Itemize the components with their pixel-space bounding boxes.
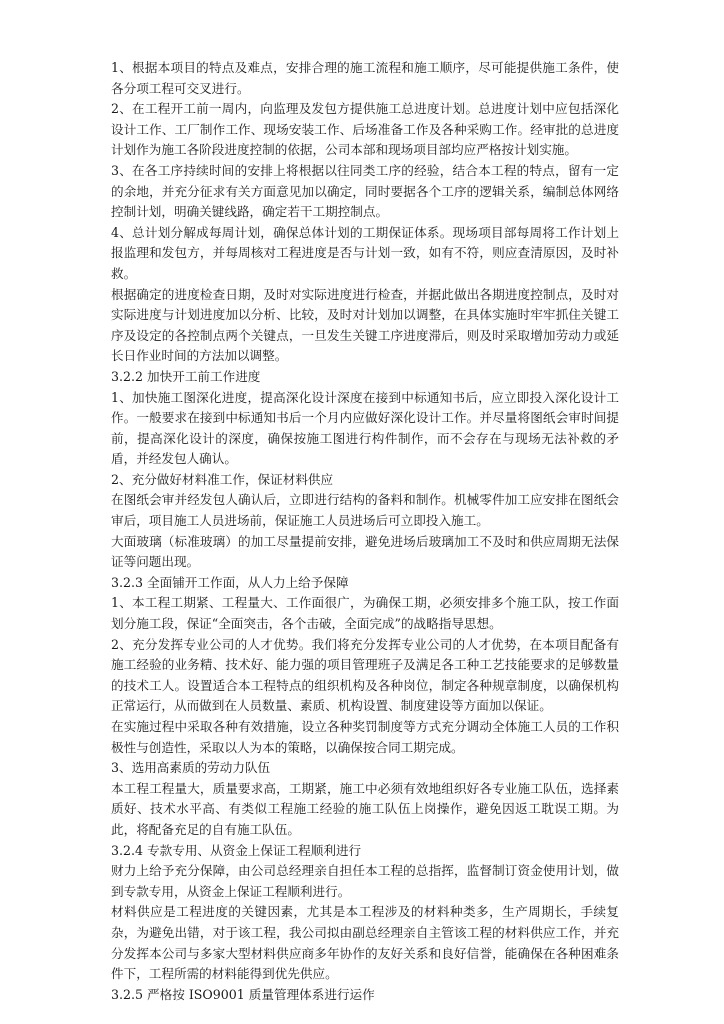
- paragraph-10: 1、本工程工期紧、工程量大、工作面很广，为确保工期，必须安排多个施工队，按工作面划分施工段，保证“全面突击，各个击破，全面完成”的战略指导思想。: [111, 595, 619, 632]
- paragraph-9: 大面玻璃（标准玻璃）的加工尽量提前安排，避免进场后玻璃加工不及时和供应周期无法保证等问题出现。: [111, 533, 619, 570]
- section-heading-3-2-5: 3.2.5 严格按 ISO9001 质量管理体系进行运作: [111, 986, 375, 1002]
- paragraph-4: 4、总计划分解成每周计划，确保总体计划的工期保证体系。现场项目部每周将工作计划上报监理和发包方，并每周核对工程进度是否与计划一致，如有不符，则应查清原因，及时补救。: [111, 224, 619, 281]
- paragraph-2: 2、在工程开工前一周内，向监理及发包方提供施工总进度计划。总进度计划中应包括深化设计工作、工厂制作工作、现场安装工作、后场准备工作及各种采购工作。经审批的总进度计划作为施工各阶段进度控制的依据，公司本部和现场项目部均应严格按计划实施。: [111, 101, 619, 158]
- paragraph-11: 2、充分发挥专业公司的人才优势。我们将充分发挥专业公司的人才优势，在本项目配备有施工经验的业务精、技术好、能力强的项目管理班子及满足各工种工艺技能要求的足够数量的技术工人。设置适合本工程特点的组织机构及各种岗位，制定各种规章制度，以确保机构正常运行，从而做到在人员数量、素质、机构设置、制度建设等方面加以保证。: [111, 636, 619, 714]
- paragraph-7: 2、充分做好材料准工作，保证材料供应: [111, 471, 334, 487]
- paragraph-16: 材料供应是工程进度的关键因素，尤其是本工程涉及的材料种类多，生产周期长，手续复杂，为避免出错，对于该工程，我公司拟由副总经理亲自主管该工程的材料供应工作，并充分发挥本公司与多家大型材料供应商多年协作的友好关系和良好信誉，能确保在各种困难条件下，工程所需的材料能得到优先供应。: [111, 904, 619, 982]
- document-body: [111, 58, 619, 1005]
- paragraph-8: 在图纸会审并经发包人确认后，立即进行结构的备料和制作。机械零件加工应安排在图纸会审后，项目施工人员进场前，保证施工人员进场后可立即投入施工。: [111, 492, 619, 529]
- paragraph-15: 财力上给予充分保障，由公司总经理亲自担任本工程的总指挥，监督制订资金使用计划，做到专款专用，从资金上保证工程顺利进行。: [111, 863, 619, 899]
- paragraph-1: 1、根据本项目的特点及难点，安排合理的施工流程和施工顺序，尽可能提供施工条件，使各分项工程可交叉进行。: [111, 60, 619, 96]
- section-heading-3-2-4: 3.2.4 专款专用、从资金上保证工程顺利进行: [111, 842, 362, 858]
- paragraph-14: 本工程工程量大，质量要求高，工期紧，施工中必须有效地组织好各专业施工队伍，选择素质好、技术水平高、有类似工程施工经验的施工队伍上岗操作，避免因返工耽误工期。为此，将配备充足的自有施工队伍。: [111, 780, 619, 837]
- paragraph-3: 3、在各工序持续时间的安排上将根据以往同类工序的经验，结合本工程的特点，留有一定的余地，并充分征求有关方面意见加以确定，同时要据各个工序的逻辑关系，编制总体网络控制计划，明确关键线路，确定若干工期控制点。: [111, 162, 619, 220]
- section-heading-3-2-3: 3.2.3 全面铺开工作面，从人力上给予保障: [111, 574, 349, 590]
- paragraph-6: 1、加快施工图深化进度，提高深化设计深度在接到中标通知书后，应立即投入深化设计工作。一般要求在接到中标通知书后一个月内应做好深化设计工作。并尽量将图纸会审时间提前，提高深化设计的深度，确保按施工图进行构件制作，而不会存在与现场无法补救的矛盾，并经发包人确认。: [111, 389, 619, 467]
- paragraph-5: 根据确定的进度检查日期，及时对实际进度进行检查，并据此做出各期进度控制点，及时对实际进度与计划进度加以分析、比较，及时对计划加以调整，在具体实施时牢牢抓住关键工序及设定的各控制点两个关键点，一旦发生关键工序进度滞后，则及时采取增加劳动力或延长日作业时间的方法加以调整。: [111, 286, 619, 364]
- paragraph-13: 3、选用高素质的劳动力队伍: [111, 760, 271, 776]
- section-heading-3-2-2: 3.2.2 加快开工前工作进度: [111, 368, 261, 384]
- paragraph-12: 在实施过程中采取各种有效措施，设立各种奖罚制度等方式充分调动全体施工人员的工作积极性与创造性，采取以人为本的策略，以确保按合同工期完成。: [111, 719, 619, 755]
